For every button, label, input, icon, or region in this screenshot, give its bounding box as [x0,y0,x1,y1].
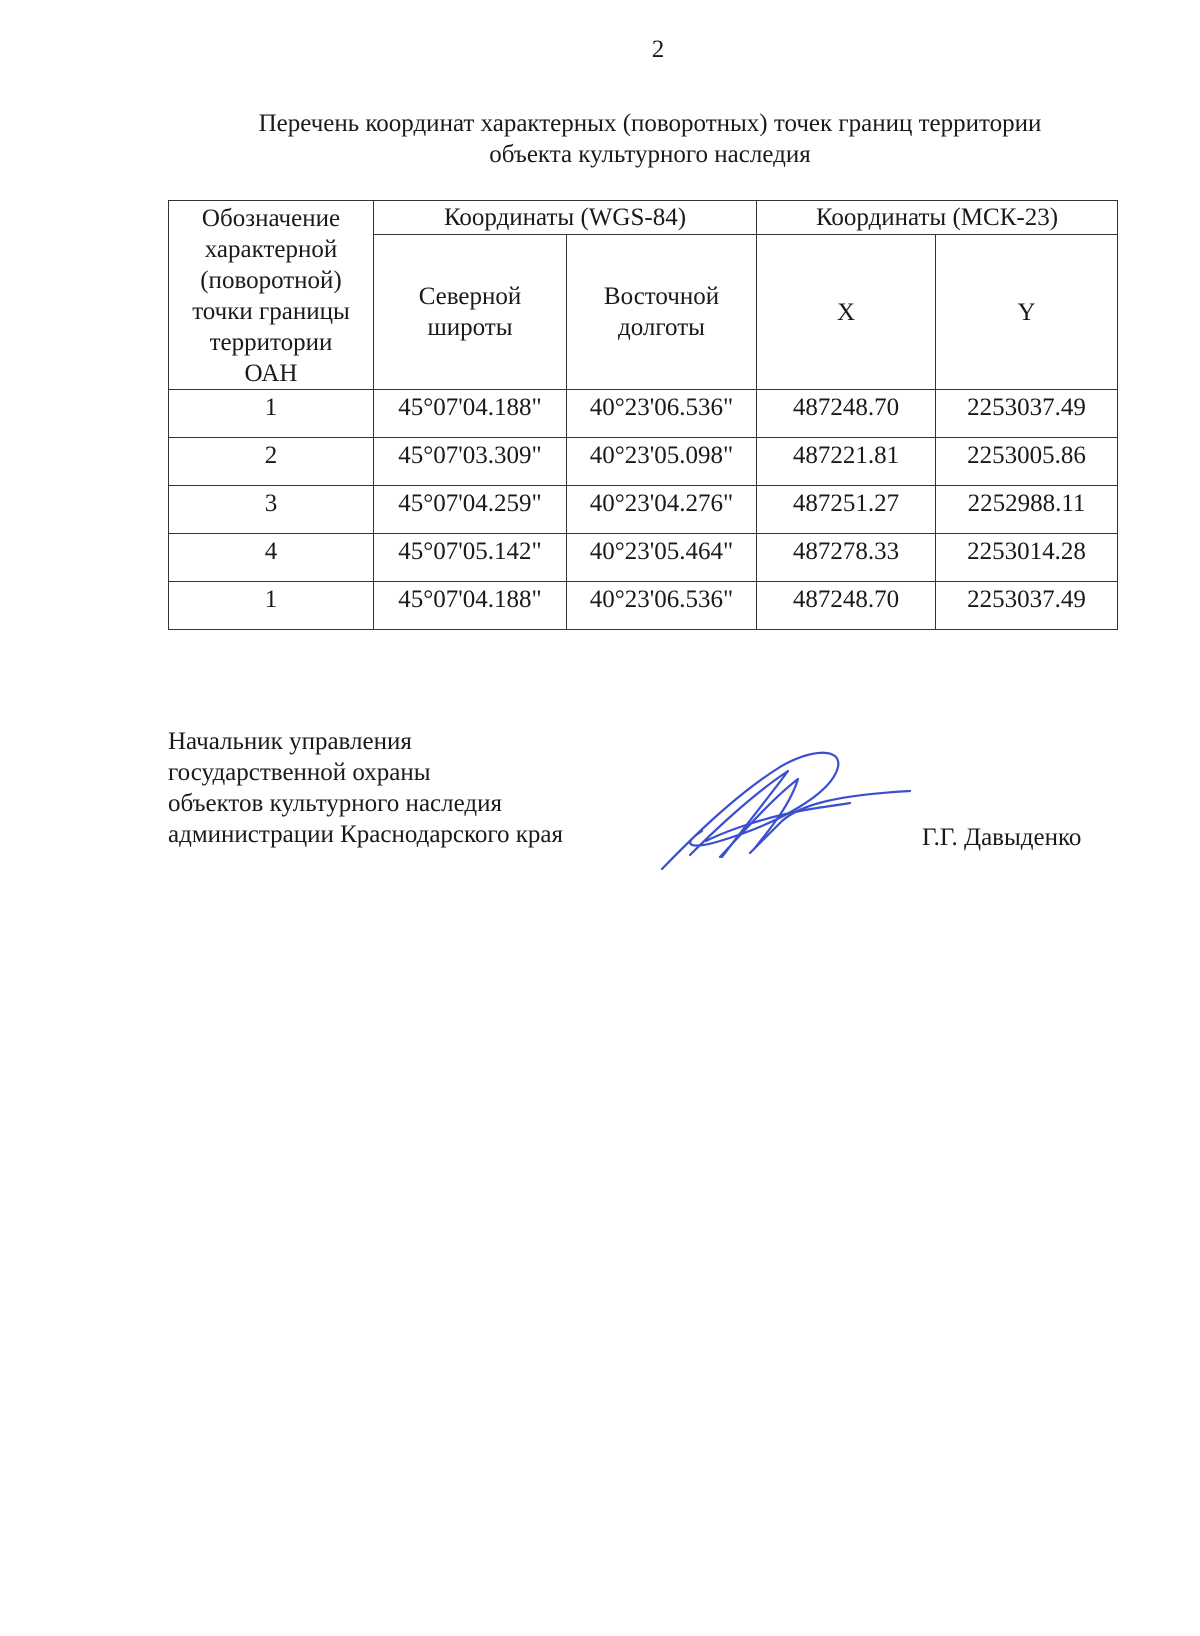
page-number: 2 [651,36,665,63]
header-x: X [757,235,936,390]
header-y: Y [936,235,1118,390]
signatory-position [168,726,563,850]
header-north-line: Северной [418,283,522,311]
header-east-line: долготы [618,314,705,342]
document-title [170,108,1130,170]
header-east-line: Восточной [603,283,720,311]
cell-north: 45°07'04.188" [374,390,567,438]
cell-east: 40°23'05.098" [567,438,757,486]
cell-y: 2252988.11 [936,486,1118,534]
position-line: Начальник управления [168,728,412,755]
cell-point: 3 [169,486,374,534]
cell-y: 2253037.49 [936,390,1118,438]
title-line-1: Перечень координат характерных (поворотных) точек границ территории [258,110,1042,137]
cell-x: 487248.70 [757,582,936,630]
cell-north: 45°07'05.142" [374,534,567,582]
header-label-line: (поворотной) [200,267,342,294]
position-line: объектов культурного наследия [168,790,502,817]
header-label-line: территории [209,329,333,356]
table-row [169,534,1118,582]
cell-north: 45°07'04.259" [374,486,567,534]
cell-y: 2253037.49 [936,582,1118,630]
cell-y: 2253014.28 [936,534,1118,582]
cell-north: 45°07'04.188" [374,582,567,630]
signer-name: Г.Г. Давыденко [922,824,1082,851]
cell-east: 40°23'05.464" [567,534,757,582]
cell-east: 40°23'06.536" [567,390,757,438]
table-row [169,486,1118,534]
header-label-line: точки границы [192,298,350,325]
cell-north: 45°07'03.309" [374,438,567,486]
coordinates-table [168,200,1118,630]
header-msk23: Координаты (МСК-23) [757,201,1118,235]
handwritten-signature [650,745,930,875]
header-north-line: широты [427,314,513,342]
header-wgs84: Координаты (WGS-84) [374,201,757,235]
header-north-latitude [374,235,567,390]
table-row [169,390,1118,438]
position-line: администрации Краснодарского края [168,821,564,848]
header-east-longitude [567,235,757,390]
cell-x: 487248.70 [757,390,936,438]
table-row [169,438,1118,486]
cell-point: 4 [169,534,374,582]
header-point-label [169,201,374,390]
cell-x: 487278.33 [757,534,936,582]
header-label-line: ОАН [244,360,298,387]
cell-x: 487221.81 [757,438,936,486]
header-label-line: характерной [204,236,338,263]
cell-point: 1 [169,390,374,438]
cell-east: 40°23'06.536" [567,582,757,630]
cell-x: 487251.27 [757,486,936,534]
cell-east: 40°23'04.276" [567,486,757,534]
title-line-2: объекта культурного наследия [489,141,811,168]
cell-y: 2253005.86 [936,438,1118,486]
cell-point: 2 [169,438,374,486]
cell-point: 1 [169,582,374,630]
table-row [169,582,1118,630]
position-line: государственной охраны [168,759,431,786]
header-label-line: Обозначение [201,205,341,232]
